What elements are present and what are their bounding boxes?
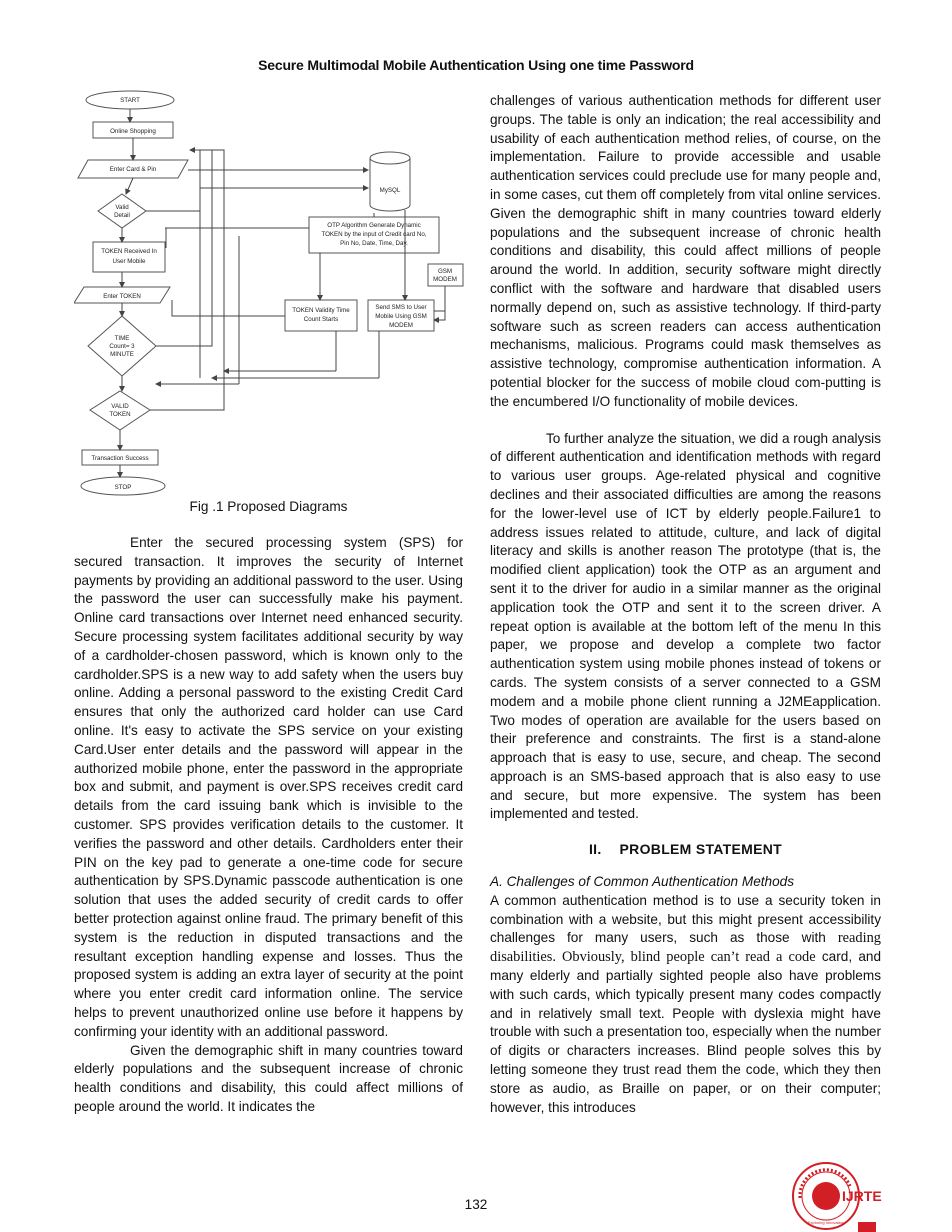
- proposed-flowchart-diagram: [74, 88, 466, 500]
- token-received-label-2: User Mobile: [112, 258, 146, 265]
- time-count-label-2: Count= 3: [109, 343, 135, 350]
- valid-token-label-2: TOKEN: [109, 411, 131, 418]
- transaction-success-label: Transaction Success: [91, 455, 149, 462]
- mysql-node: [370, 158, 410, 211]
- gsm-label-1: GSM: [437, 268, 453, 275]
- right-paragraph-3b: reading disabilities. Obviously, blind people can’t read a code: [490, 930, 881, 966]
- token-validity-label-1: TOKEN Validity Time: [292, 307, 350, 314]
- time-count-label-1: TIME: [114, 335, 130, 342]
- logo-text: IJRTE: [842, 1188, 882, 1204]
- send-sms-label-3: MODEM: [389, 322, 413, 329]
- right-paragraph-3: [490, 892, 881, 1118]
- page-number: 132: [464, 1197, 488, 1212]
- time-count-label-3: MINUTE: [110, 351, 134, 358]
- left-column-text: [74, 534, 463, 1117]
- figure-caption: Fig .1 Proposed Diagrams: [189, 499, 348, 514]
- journal-logo: [790, 1158, 882, 1232]
- right-paragraph-2: To further analyze the situation, we did a rough analysis of different authentication and identification methods with regard to various user groups. Age-related physical and cognitive declines and their associated difficulties are among the reasons for the lower-level use of ICT by elderly people.Failure1 to address issues related to attitude, culture, and lack of digital literacy and skills is another reason The prototype (that is, the modified client application) took the OTP as an argument and sent it to the driver for audio in a similar manner as the original application took the OTP and sent it to the screen driver. A repeat option is available at the bottom left of the menu In this paper, we propose and develop a complete two factor authentication system using mobile phones instead of tokens or cards. The system consists of a server connected to a GSM modem and a mobile phone client running a J2MEapplication. Two modes of operation are available for the users based on their preference and constraints. The first is a stand-alone approach that is easy to use, secure, and cheap. The second approach is an SMS-based approach that is also easy to use and secure, but more expensive. The system has been implemented and tested.: [490, 430, 881, 822]
- left-paragraph-2: Given the demographic shift in many countries toward elderly populations and the subsequent increase of chronic health conditions and disability, this could affect millions of people around the world. It indicates the: [74, 1042, 463, 1114]
- section-number: II.: [588, 841, 602, 858]
- right-paragraph-1: challenges of various authentication methods for different user groups. The table is only an indication; the real accessibility and usability of each authentication method relies, of course, on the implementation. Failure to provide accessible and usable authentication services could preclude use for many people and, in some cases, cut them off completely from vital online services. Given the demographic shift in many countries toward elderly populations and the subsequent increase of chronic health conditions and disability, this could affect millions of people around the world. In addition, security software might directly conflict with the software and hardware that disabled users normally depend on, such as assistive technology. If third-party software such as screen readers can access authentication mechanisms, malicious. Programs could mask themselves as assistive technology, compromise authentication information. A potential blocker for the success of mobile cloud com-putting is the encumbered I/O functionality of mobile devices.: [490, 93, 881, 409]
- otp-label-2: TOKEN by the input of Credit card No,: [321, 231, 427, 238]
- valid-token-label-1: VALID: [111, 403, 129, 410]
- token-received-node: [93, 242, 165, 272]
- section-heading: [490, 840, 881, 859]
- right-paragraph-3a: A common authentication method is to use a security token in combination with a website, but this might present accessibility challenges for many users, such as those with: [490, 892, 881, 946]
- left-paragraph-1: Enter the secured processing system (SPS) for secured transaction. It improves the security of Internet payments by providing an additional password to the user. Using the password the user can successfully make his payment. Online card transactions over Internet need enhanced security. Secure processing system facilitates additional security by way of a cardholder-chosen password, which is known only to the cardholder.SPS is a new way to add safety when the users buy online. Adding a personal password to the existing Credit Card ensures that only the authorized card holder can use Card online. It's easy to activate the SPS service on your existing Card.User enter details and the password will appear in the authorized mobile phone, enter the password in the appropriate box and submit, and payment is over.SPS receives credit card details from the card issuing bank which is invisible to the customer. SPS provides verification details to the customer. It verifies the password and other details. Cardholders enter their PIN on the key pad to generate a one-time code for secure authentication by SPS.Dynamic passcode authentication is one solution that uses the added security of credit cards to offer better protection against online fraud. The primary benefit of this system is the reduction in disputed transactions and the resultant exception handling expense and losses. Thus the proposed system is adding an extra layer of security at the point where you enter credit card information online. The service helps to prevent unauthorized online use before it happens by confirming your identity with an additional password.: [74, 535, 463, 1039]
- mysql-label: MySQL: [379, 187, 401, 194]
- otp-label-1: OTP Algorithm Generate Dynamic: [327, 222, 421, 229]
- send-sms-label-1: Send SMS to User: [375, 304, 427, 311]
- valid-detail-label-1: Valid: [115, 204, 129, 211]
- start-label: START: [120, 97, 140, 104]
- online-shopping-label: Online Shopping: [110, 128, 156, 135]
- valid-detail-node: [98, 194, 146, 228]
- otp-label-3: Pin No, Date, Time, Day.: [340, 240, 408, 247]
- page-header-title: Secure Multimodal Mobile Authentication Using one time Password: [258, 57, 694, 73]
- stop-label: STOP: [114, 484, 132, 491]
- enter-card-pin-label: Enter Card & Pin: [109, 166, 157, 173]
- gsm-label-2: MODEM: [433, 276, 457, 283]
- token-validity-label-2: Count Starts: [303, 316, 339, 323]
- send-sms-label-2: Mobile Using GSM: [375, 313, 427, 320]
- subsection-heading: A. Challenges of Common Authentication Methods: [490, 874, 795, 890]
- enter-token-label: Enter TOKEN: [103, 293, 141, 300]
- right-column-text: [490, 92, 881, 1117]
- valid-detail-label-2: Detail: [114, 212, 130, 219]
- logo-ring-text: Exploring Innovation: [807, 1220, 845, 1225]
- right-paragraph-3c: card, and many elderly and partially sighted people also have problems with such cards, which typically present many codes compactly and in relatively small text. People with dyslexia might have trouble with such a presentation too, especially when the number of digits or characters increases. Blind people solves this by letting someone they trust read them the code, which they then store as audio, as Braille on paper, or on their computer; however, this introduces: [490, 949, 881, 1115]
- token-received-label-1: TOKEN Received In: [101, 248, 157, 255]
- section-title: PROBLEM STATEMENT: [619, 841, 783, 858]
